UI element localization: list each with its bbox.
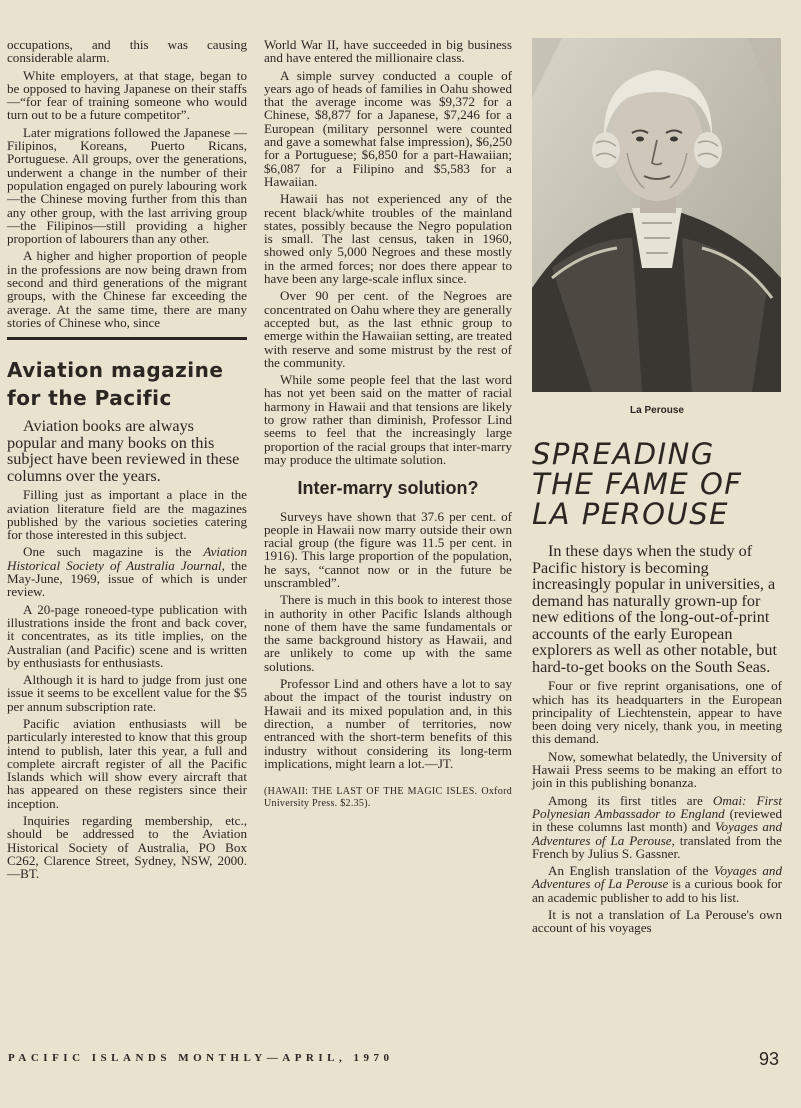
paragraph: Four or five reprint organisations, one of which has its headquarters in the European principality of Liechtenstein, appear to have been doing very nicely, thank you, in meeting this demand. [532, 678, 782, 747]
paragraph: An English translation of the Voyages and Adventures of La Perouse is a curious book for an academic publisher to add to his list. [532, 863, 782, 905]
aviation-lead: Aviation books are always popular and many books on this subject have been reviewed in these columns over the years. [7, 417, 240, 485]
paragraph: A higher and higher proportion of people in the professions are now being drawn from second and third generations of the migrant groups, with the Chinese far exceeding the average. At the same time, there are many stories of Chinese who, since [7, 248, 247, 330]
column-3 [532, 38, 782, 939]
paragraph: Professor Lind and others have a lot to say about the impact of the tourist industry on Hawaii and its mixed population and, in this direction, a number of territories, now entranced with the short-term benefits of this industry without considering its long-term implications, might learn a lot.—JT. [264, 676, 512, 771]
paragraph: Inquiries regarding membership, etc., should be addressed to the Aviation Historical Society of Australia, PO Box C262, Clarence Street, Sydney, NSW, 2000.—BT. [7, 813, 247, 882]
la-perouse-portrait [532, 38, 781, 392]
section-divider [7, 337, 247, 340]
page-number: 93 [759, 1049, 780, 1069]
portrait-caption: La Perouse [630, 405, 684, 416]
paragraph: There is much in this book to interest those in authority in other Pacific Islands although none of them have the same fundamentals or the same background history as Hawaii, and are unlikely to come up with the same solutions. [264, 592, 512, 674]
paragraph: Surveys have shown that 37.6 per cent. of people in Hawaii now marry outside their own racial group (the figure was 11.5 per cent. in 1916). This large proportion of the population, he says, “cannot now or in the future be unscrambled”. [264, 508, 512, 590]
article-headline: SPREADING THE FAME OF LA PEROUSE [532, 437, 743, 532]
paragraph: While some people feel that the last word has not yet been said on the matter of racial harmony in Hawaii and that tensions are likely to grow rather than diminish, Professor Lind seems to feel that the increasingly large proportion of the racial groups that inter-marry may produce the ultimate solution. [264, 372, 512, 467]
paragraph: A simple survey conducted a couple of years ago of heads of families in Oahu showed that the average income was $9,372 for a Chinese, $8,877 for a Japanese, $7,246 for a European (military personnel were counted and gave a somewhat false impression), $6,250 for a Portuguese; $6,850 for a part-Hawaiian; $6,087 for a Filipino and $5,583 for a Hawaiian. [264, 67, 512, 189]
book-title: Omai: First Polynesian Ambassador to England [532, 792, 782, 821]
paragraph: Later migrations followed the Japanese — Filipinos, Koreans, Puerto Ricans, Portuguese. All groups, over the generations, underwent a change in the number of their population engaged on purely labouring work—the Chinese moving further from this than any other group, with the last arriving group—the Filipinos—still providing a higher proportion of labourers than any other. [7, 124, 247, 247]
paragraph: Filling just as important a place in the aviation literature field are the magazines published by the various societies catering for those interested in this subject. [7, 487, 247, 543]
column-2 [264, 38, 512, 810]
paragraph: World War II, have succeeded in big business and have entered the millionaire class. [264, 37, 512, 66]
article-intro: In these days when the study of Pacific history is becoming increasingly popular in universities, a demand has naturally grown-up for new editions of the long-out-of-print accounts of the early European explorers as well as other notable, but hard-to-get books on the South Seas. [532, 542, 777, 676]
column-1 [7, 38, 247, 885]
subheading: Inter-marry solution? [297, 478, 479, 499]
page-footer: PACIFIC ISLANDS MONTHLY—APRIL, 1970 [8, 1052, 394, 1064]
book-source-citation: (HAWAII: THE LAST OF THE MAGIC ISLES. Oxford University Press. $2.35). [264, 786, 512, 810]
paragraph: Pacific aviation enthusiasts will be particularly interested to know that this group intend to publish, later this year, a full and complete aircraft register of all the Pacific Islands which will show every aircraft that has appeared on these registers since their inception. [7, 715, 247, 811]
paragraph: A 20-page roneoed-type publication with illustrations inside the front and back cover, it concentrates, as its title implies, on the Australian (and Pacific) scene and is written by enthusiasts for enthusiasts. [7, 601, 247, 670]
paragraph: occupations, and this was causing considerable alarm. [7, 37, 247, 66]
paragraph: Now, somewhat belatedly, the University of Hawaii Press seems to be making an effort to join in this publishing bonanza. [532, 748, 782, 791]
paragraph: One such magazine is the Aviation Historical Society of Australia Journal, the May-June, 1969, issue of which is under review. [7, 544, 247, 600]
aviation-article-title: Aviation magazine for the Pacific [7, 358, 224, 411]
portrait-engraving [532, 38, 781, 392]
paragraph: It is not a translation of La Perouse's own account of his voyages [532, 907, 782, 936]
journal-title: Aviation Historical Society of Australia Journal, [7, 544, 247, 573]
book-title: Voyages and Adventures of La Perouse [532, 863, 782, 892]
paragraph: Among its first titles are Omai: First Polynesian Ambassador to England (reviewed in these columns last month) and Voyages and Adventures of La Perouse, translated from the French by Julius S. Gassner. [532, 792, 783, 861]
paragraph: Over 90 per cent. of the Negroes are concentrated on Oahu where they are generally accepted but, as the last ethnic group to emerge within the Hawaiian setting, are treated with reserve and some mistrust by the rest of the community. [264, 288, 512, 370]
paragraph: Although it is hard to judge from just one issue it seems to be excellent value for the $5 per annum subscription rate. [7, 672, 247, 714]
paragraph: Hawaii has not experienced any of the recent black/white troubles of the mainland states, possibly because the Negro population is small. The last census, taken in 1960, showed only 5,000 Negroes and these mostly in the armed forces; nor does there appear to have been any large-scale influx since. [264, 191, 512, 287]
paragraph: White employers, at that stage, began to be opposed to having Japanese on their staffs—“for fear of training someone who would turn out to be a future competitor”. [7, 67, 247, 123]
book-title: Voyages and Adventures of La Perouse, [532, 819, 783, 848]
